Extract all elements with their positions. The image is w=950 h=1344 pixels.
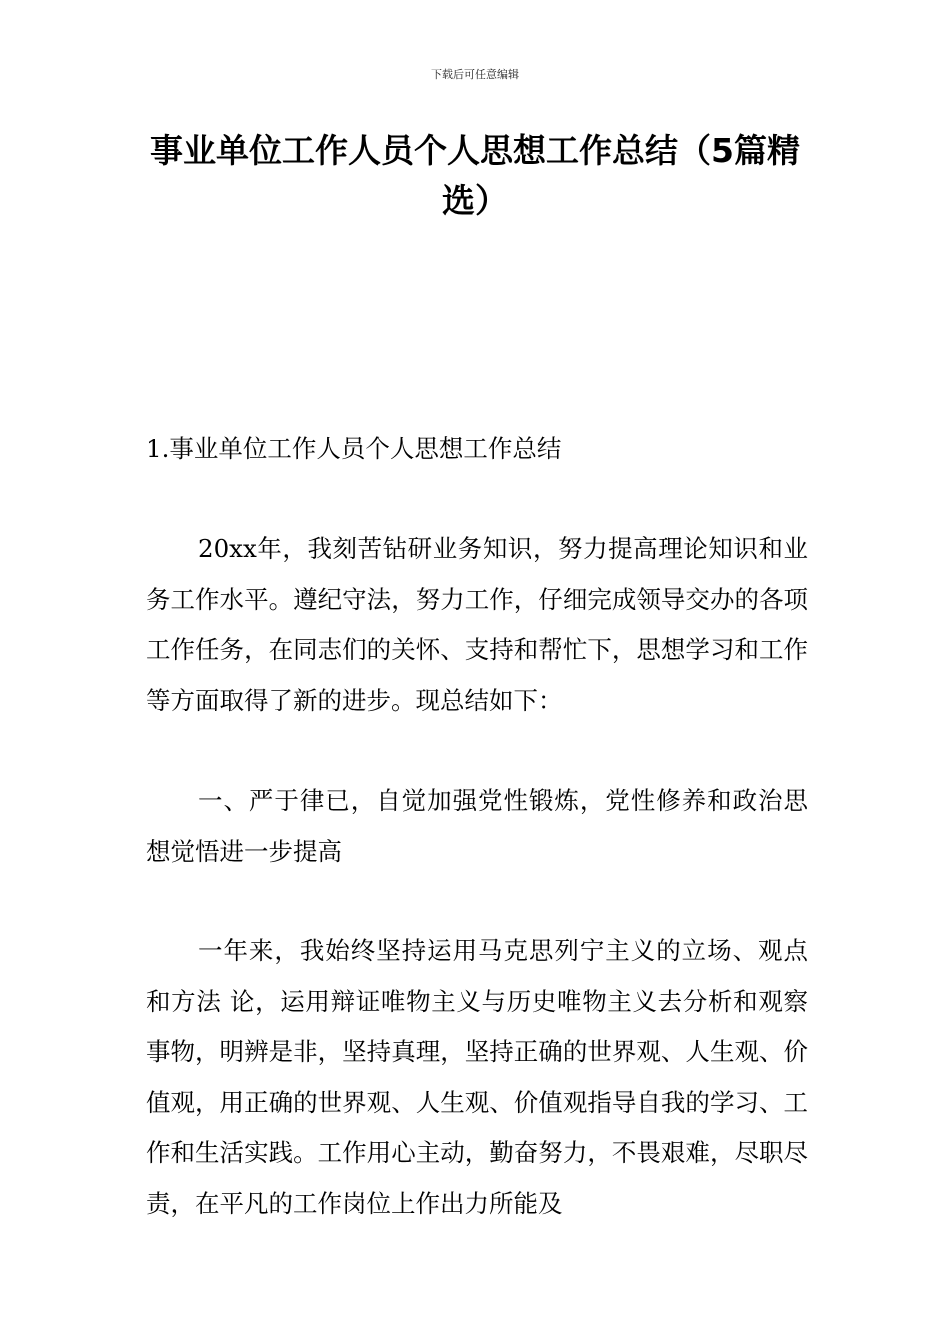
header-note: 下载后可任意编辑 [431, 68, 519, 81]
document-title: 事业单位工作人员个人思想工作总结（5篇精选） [150, 131, 800, 220]
paragraph-body: 一年来，我始终坚持运用马克思列宁主义的立场、观点和方法 论，运用辩证唯物主义与历史唯物主义去分析和观察事物，明辨是非，坚持真理，坚持正确的世界观、人生观、价值观，用正确的世界观、人生观、价值观指导自我的学习、工作和生活实践。工作用心主动，勤奋努力，不畏艰难，尽职尽责，在平凡的工作岗位上作出力所能及 [146, 936, 808, 1218]
section-title: 1.事业单位工作人员个人思想工作总结 [146, 434, 562, 463]
paragraph-intro: 20xx年，我刻苦钻研业务知识，努力提高理论知识和业务工作水平。遵纪守法，努力工作，仔细完成领导交办的各项工作任务，在同志们的关怀、支持和帮忙下，思想学习和工作等方面取得了新的进步。现总结如下： [146, 534, 808, 715]
paragraph-heading-one: 一、严于律已，自觉加强党性锻炼，党性修养和政治思想觉悟进一步提高 [146, 786, 808, 866]
